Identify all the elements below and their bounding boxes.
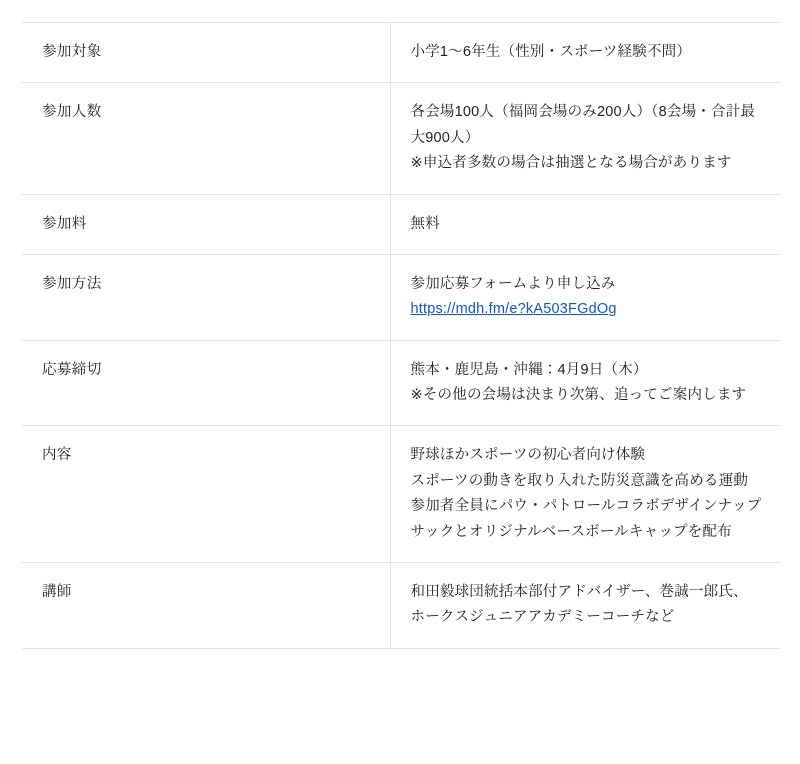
row-label: 参加方法 <box>22 254 390 340</box>
value-line: 熊本・鹿児島・沖縄：4月9日（木） <box>410 361 648 378</box>
row-value <box>390 83 780 194</box>
row-value <box>390 254 780 340</box>
value-line: 各会場100人（福岡会場のみ200人）（8会場・合計最大900人） <box>410 104 756 146</box>
table-body <box>22 23 780 649</box>
row-value <box>390 426 780 563</box>
value-line: スポーツの動きを取り入れた防災意識を高める運動 <box>410 472 749 489</box>
value-line: ※申込者多数の場合は抽選となる場合があります <box>410 155 732 172</box>
row-label: 講師 <box>22 562 390 648</box>
row-value <box>390 562 780 648</box>
table-row <box>22 254 780 340</box>
value-line: 無料 <box>410 215 440 232</box>
table-row <box>22 23 780 83</box>
value-line: 参加応募フォームより申し込み <box>410 275 616 292</box>
row-label: 内容 <box>22 426 390 563</box>
event-details-table <box>22 22 780 649</box>
row-value <box>390 340 780 426</box>
row-label: 参加対象 <box>22 23 390 83</box>
application-form-link[interactable]: https://mdh.fm/e?kA503FGdOg <box>410 301 617 318</box>
value-line: 小学1〜6年生（性別・スポーツ経験不問） <box>410 44 692 60</box>
row-label: 応募締切 <box>22 340 390 426</box>
value-line: 和田毅球団統括本部付アドバイザー、巻誠一郎氏、ホークスジュニアアカデミーコーチなど <box>410 583 748 626</box>
table-row <box>22 426 780 563</box>
table-row <box>22 340 780 426</box>
row-label: 参加人数 <box>22 83 390 194</box>
table-row <box>22 194 780 254</box>
value-line: ※その他の会場は決まり次第、追ってご案内します <box>410 387 747 403</box>
row-value <box>390 194 780 254</box>
row-value <box>390 23 780 83</box>
table-row <box>22 562 780 648</box>
value-line: 野球ほかスポーツの初心者向け体験 <box>410 447 646 464</box>
row-label: 参加料 <box>22 194 390 254</box>
value-line: 参加者全員にパウ・パトロールコラボデザインナップサックとオリジナルベースボールキャップを配布 <box>410 498 762 540</box>
table-row <box>22 83 780 194</box>
